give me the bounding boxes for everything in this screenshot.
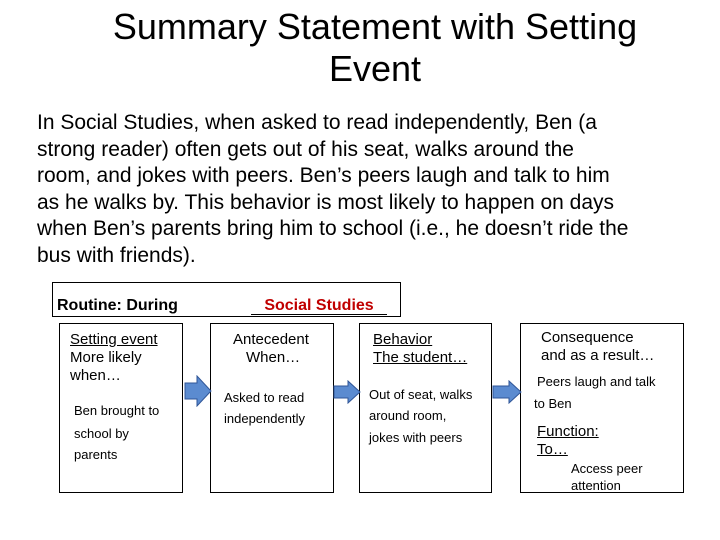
antecedent-content: independently [224, 411, 305, 426]
routine-label: Routine: During [57, 297, 178, 314]
slide-title [40, 6, 710, 90]
routine-value: Social Studies [251, 297, 387, 315]
function-heading: Function: [537, 423, 599, 440]
consequence-content: to Ben [534, 396, 572, 411]
antecedent-subheading: When… [246, 349, 301, 366]
consequence-content: Peers laugh and talk [537, 374, 656, 389]
title-line-1: Summary Statement with Setting [112, 6, 638, 47]
consequence-subheading: and as a result… [541, 347, 655, 364]
function-content: attention [571, 478, 621, 493]
behavior-content: Out of seat, walks [369, 387, 473, 402]
function-content: Access peer [571, 461, 643, 476]
behavior-content: around room, [369, 408, 447, 423]
setting-event-subline: when… [70, 367, 121, 384]
arrow-right-icon [492, 380, 522, 404]
function-subheading: To… [537, 441, 568, 458]
antecedent-heading: Antecedent [233, 331, 309, 348]
routine-box [52, 282, 401, 317]
summary-line: In Social Studies, when asked to read independently, Ben (a [37, 111, 597, 134]
setting-event-content: school by [74, 426, 129, 441]
setting-event-content: parents [74, 447, 118, 462]
summary-line: room, and jokes with peers. Ben’s peers laugh and talk to him [37, 164, 610, 187]
setting-event-content: Ben brought to [74, 403, 160, 418]
setting-event-heading: Setting event [70, 331, 158, 348]
antecedent-content: Asked to read [224, 390, 305, 405]
summary-paragraph [37, 110, 720, 269]
summary-line: strong reader) often gets out of his seat, walks around the [37, 137, 574, 161]
summary-line: as he walks by. This behavior is most likely to happen on days [37, 190, 615, 214]
setting-event-subline: More likely [70, 349, 142, 366]
behavior-content: jokes with peers [369, 430, 463, 445]
title-line-2: Event [328, 48, 422, 89]
behavior-heading: Behavior [373, 331, 433, 348]
summary-line: when Ben’s parents bring him to school (i.e., he doesn’t ride the [37, 217, 629, 240]
behavior-subheading: The student… [373, 349, 468, 366]
arrow-right-icon [184, 375, 212, 407]
arrow-right-icon [333, 380, 361, 404]
summary-line: bus with friends). [37, 243, 196, 267]
consequence-heading: Consequence [541, 329, 634, 346]
